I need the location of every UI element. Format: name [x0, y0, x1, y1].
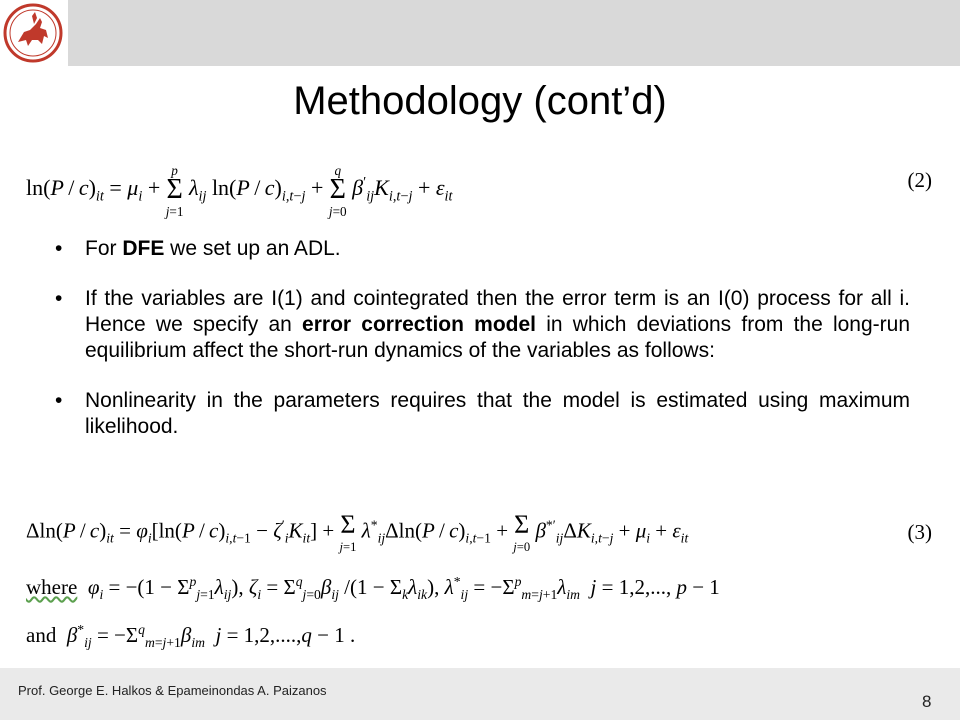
bullet-item-nonlinearity: • Nonlinearity in the parameters requires that the model is estimated using maximum likelihood. — [55, 389, 910, 438]
and-definitions: and $\beta^*_{ij} = -\Sigma^q_{m=j+1}\beta_{im}$ j = 1,2,....,q − 1 . — [26, 622, 356, 651]
equation-3-number: (3) — [907, 520, 932, 544]
logo-container — [0, 0, 68, 66]
bullet-item-dfe: • For DFE we set up an ADL. — [55, 237, 341, 260]
equation-3-formula: $\Delta\ln(P / c)_{it} = \varphi_i[\ln(P / c)_{i,t-1} - \zeta'_iK_{it}] + \Sigma$ j=1 $\lambda^*_{ij}\Delta\ln(P / c)_{i,t-1} + \Sigma$ j=0 $\beta^{*'}_{ij}\Delta K_{i,t-j} + \mu_i + \varepsilon_{it}$ — [26, 510, 689, 554]
university-horse-logo-icon — [2, 2, 64, 64]
where-label: where — [26, 575, 78, 599]
bullet-list — [52, 236, 910, 464]
where-definitions: where $\varphi_i = -(1 - \Sigma^p_{j=1}\lambda_{ij})$, $\zeta_i = \Sigma^q_{j=0}\beta_{ij}$ $/(1 - \Sigma_k\lambda_{ik})$, $\lambda^*_{ij} = -\Sigma^p_{m=j+1}\lambda_{im}$ j = 1,2,..., p − 1 — [26, 574, 720, 603]
bullet-dot: • — [55, 287, 63, 310]
header-band — [0, 0, 960, 66]
page-title: Methodology (cont’d) — [293, 79, 667, 123]
bullet-dot: • — [55, 389, 63, 412]
equation-2-formula: $\ln(P / c)_{it} = \mu_i + p$ Σ j=1 $\lambda_{ij}$ $\ln(P / c)_{i,t-j} + q$ Σ j=0 $\beta'_{ij}K_{i,t-j} + \varepsilon_{it}$ — [26, 163, 453, 219]
and-label: and — [26, 623, 57, 647]
page-number: 8 — [922, 692, 932, 711]
footer-authors: Prof. George E. Halkos & Epameinondas A. Paizanos — [18, 683, 327, 698]
bullet-item-ecm: • If the variables are I(1) and cointegrated then the error term is an I(0) process for all i. Hence we specify an error correction model in which deviations from the long-run equilibrium affect the short-run dynamics of the variables as follows: — [55, 287, 910, 362]
equation-2-number: (2) — [907, 168, 932, 192]
bullet-dot: • — [55, 237, 63, 260]
